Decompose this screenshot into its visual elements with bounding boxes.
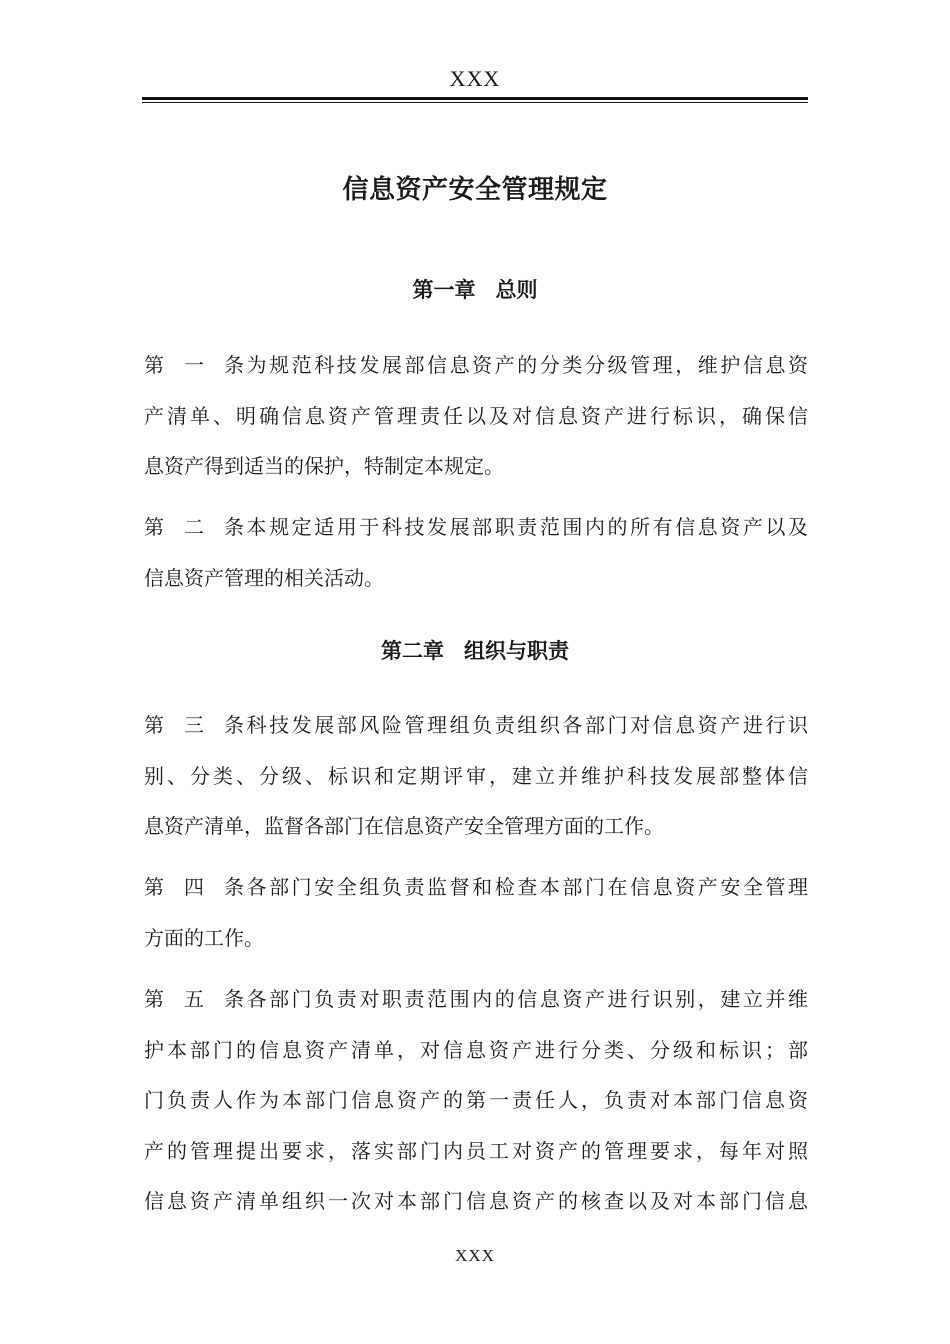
- article-line: 方面的工作。: [144, 925, 264, 950]
- chapter-name: 总则: [495, 278, 538, 302]
- article-line: 别、分类、分级、标识和定期评审，建立并维护科技发展部整体信: [144, 763, 808, 788]
- article-line: 第四条各部门安全组负责监督和检查本部门在信息资产安全管理: [144, 862, 808, 913]
- article-number: 第二条: [144, 515, 244, 539]
- chapter-name: 组织与职责: [464, 639, 569, 663]
- article-number: 第一条: [144, 353, 244, 377]
- article-line: 第一条为规范科技发展部信息资产的分类分级管理，维护信息资: [144, 340, 808, 391]
- document-title: 信息资产安全管理规定: [342, 175, 608, 205]
- chapter-label: 第一章: [412, 278, 476, 302]
- chapter-heading: [142, 273, 808, 307]
- article-line: 产清单、明确信息资产管理责任以及对信息资产进行标识，确保信: [144, 403, 808, 428]
- header-rule-thin: [142, 102, 808, 103]
- chapter-heading: [142, 634, 808, 668]
- header-rule-thick: [142, 97, 808, 100]
- article-line: 第五条各部门负责对职责范围内的信息资产进行识别，建立并维: [144, 974, 808, 1025]
- article: [144, 502, 808, 603]
- chapter-label: 第二章: [381, 639, 444, 663]
- article-line: 息资产得到适当的保护，特制定本规定。: [144, 454, 504, 478]
- article: [144, 340, 808, 492]
- page-footer: XXX: [455, 1246, 495, 1265]
- article-line: 产的管理提出要求，落实部门内员工对资产的管理要求，每年对照: [144, 1138, 808, 1163]
- article-number: 第四条: [144, 875, 244, 899]
- article: [144, 974, 808, 1227]
- article-line: 门负责人作为本部门信息资产的第一责任人，负责对本部门信息资: [144, 1088, 808, 1112]
- article-number: 第五条: [144, 987, 244, 1011]
- article-line: 护本部门的信息资产清单，对信息资产进行分类、分级和标识；部: [144, 1037, 808, 1062]
- article-line: 第三条科技发展部风险管理组负责组织各部门对信息资产进行识: [144, 700, 808, 751]
- article: [144, 862, 808, 963]
- header-text: XXX: [449, 66, 501, 91]
- article-line: 息资产清单，监督各部门在信息资产安全管理方面的工作。: [144, 814, 664, 838]
- page-header: [142, 62, 808, 102]
- article-line: 信息资产管理的相关活动。: [144, 565, 384, 590]
- article: [144, 700, 808, 852]
- article-line: 信息资产清单组织一次对本部门信息资产的核查以及对本部门信息: [144, 1189, 808, 1213]
- article-line: 第二条本规定适用于科技发展部职责范围内的所有信息资产以及: [144, 502, 808, 553]
- article-number: 第三条: [144, 713, 244, 737]
